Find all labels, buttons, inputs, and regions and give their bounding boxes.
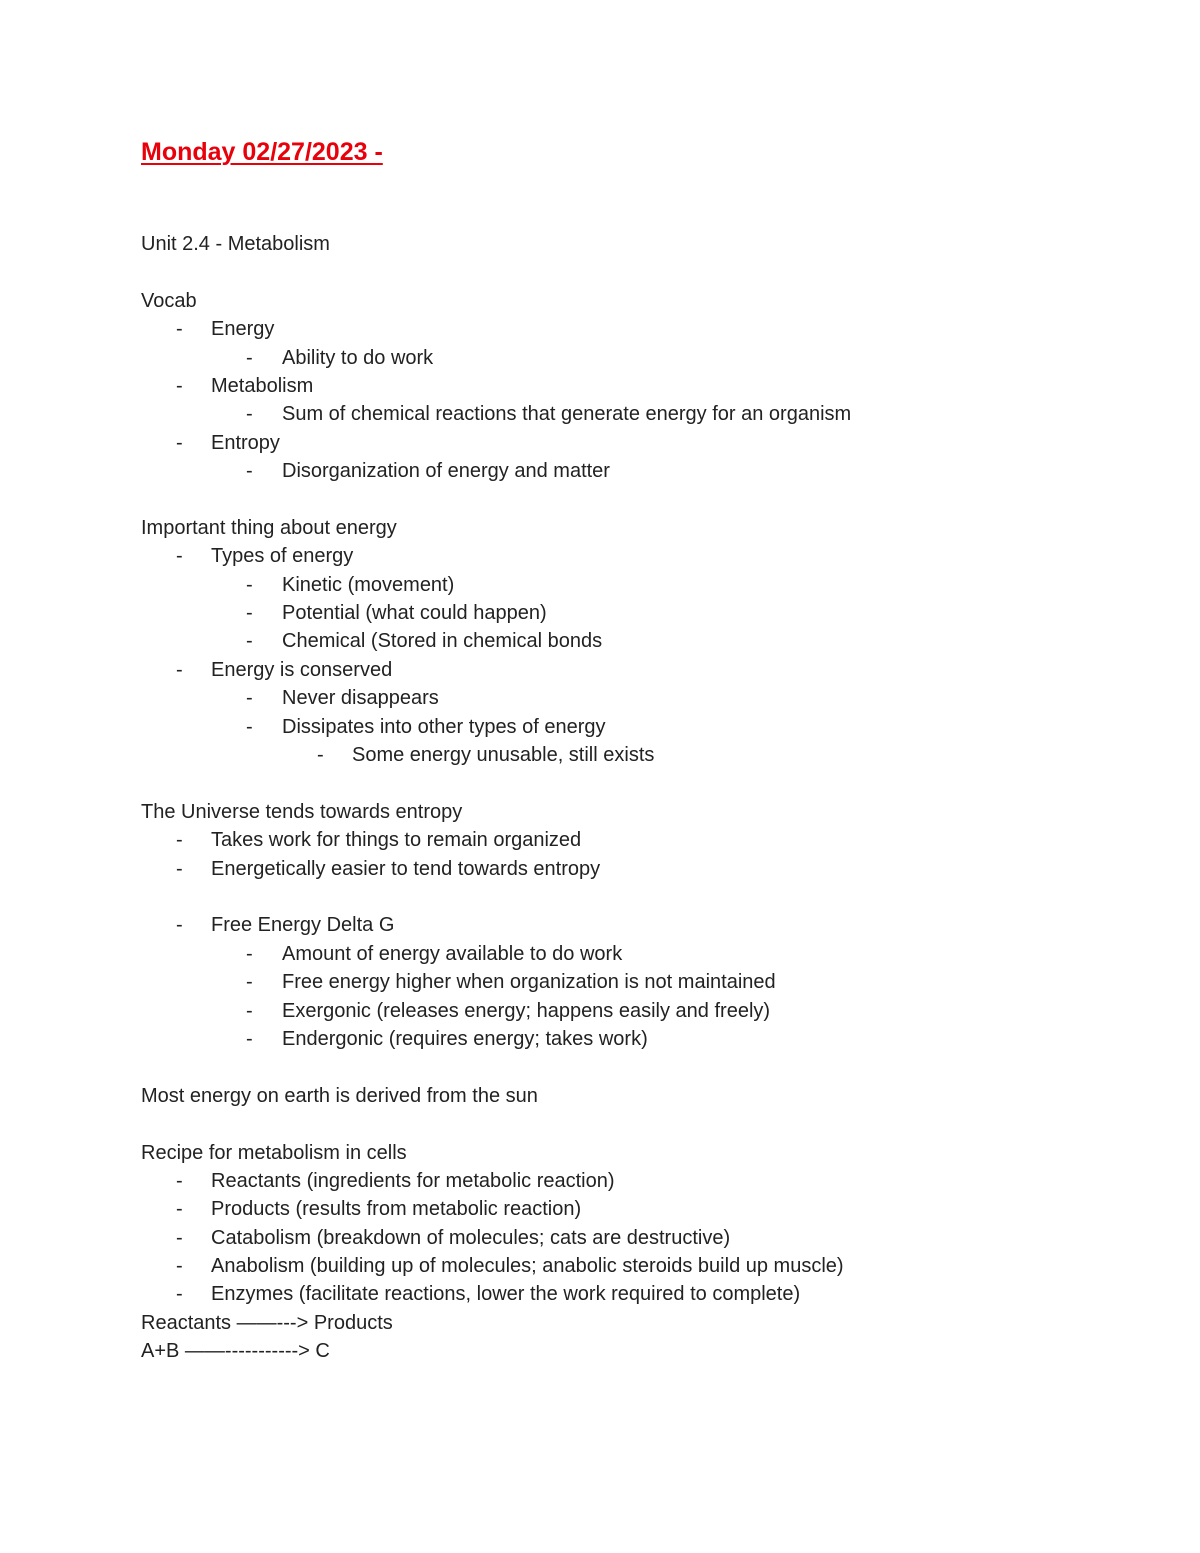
- spacer: [141, 1110, 851, 1138]
- list-item: [141, 457, 851, 485]
- bullet-dash: -: [246, 403, 253, 426]
- bullet-dash: -: [176, 318, 183, 341]
- item-text: Kinetic (movement): [282, 573, 455, 596]
- item-text: Products (results from metabolic reaction): [211, 1198, 582, 1221]
- list-item: [141, 372, 851, 400]
- bullet-dash: -: [246, 1027, 253, 1050]
- spacer: [141, 769, 851, 797]
- universe-heading: The Universe tends towards entropy: [141, 800, 463, 823]
- recipe-heading: Recipe for metabolism in cells: [141, 1141, 407, 1164]
- bullet-dash: -: [176, 1169, 183, 1192]
- bullet-dash: -: [176, 431, 183, 454]
- bullet-dash: -: [246, 715, 253, 738]
- notes-body: [141, 230, 851, 1366]
- list-item: [141, 684, 851, 712]
- bullet-dash: -: [176, 914, 183, 937]
- important-heading: Important thing about energy: [141, 516, 397, 539]
- item-text: Some energy unusable, still exists: [352, 744, 655, 767]
- bullet-dash: -: [246, 346, 253, 369]
- item-text: Chemical (Stored in chemical bonds: [282, 630, 603, 653]
- list-item: [141, 1252, 851, 1280]
- list-item: [141, 1025, 851, 1053]
- list-item: [141, 656, 851, 684]
- item-text: Endergonic (requires energy; takes work): [282, 1027, 648, 1050]
- bullet-dash: -: [176, 374, 183, 397]
- list-item: [141, 542, 851, 570]
- bullet-dash: -: [246, 687, 253, 710]
- item-text: Potential (what could happen): [282, 602, 547, 625]
- item-text: Enzymes (facilitate reactions, lower the work required to complete): [211, 1283, 801, 1306]
- item-text: Types of energy: [211, 545, 354, 568]
- item-text: Entropy: [211, 431, 280, 454]
- spacer: [141, 1053, 851, 1081]
- list-item: [141, 1195, 851, 1223]
- bullet-dash: -: [176, 857, 183, 880]
- bullet-dash: -: [246, 999, 253, 1022]
- list-item: [141, 855, 851, 883]
- bullet-dash: -: [176, 1226, 183, 1249]
- list-item: [141, 1167, 851, 1195]
- item-text: Energy is conserved: [211, 658, 393, 681]
- bullet-dash: -: [176, 658, 183, 681]
- unit-heading: Unit 2.4 - Metabolism: [141, 233, 330, 255]
- list-item: [141, 599, 851, 627]
- spacer: [141, 258, 851, 286]
- item-text: Disorganization of energy and matter: [282, 460, 610, 483]
- item-text: Anabolism (building up of molecules; anabolic steroids build up muscle): [211, 1255, 844, 1278]
- equation-ab-c: A+B ——-----------> C: [141, 1340, 330, 1363]
- item-text: Takes work for things to remain organized: [211, 829, 582, 852]
- vocab-heading: Vocab: [141, 289, 197, 312]
- list-item: [141, 344, 851, 372]
- list-item: [141, 1224, 851, 1252]
- page-title: Monday 02/27/2023 -: [141, 138, 383, 166]
- item-text: Reactants (ingredients for metabolic reaction): [211, 1169, 615, 1192]
- list-item: [141, 968, 851, 996]
- bullet-dash: -: [246, 573, 253, 596]
- bullet-dash: -: [176, 1198, 183, 1221]
- list-item: [141, 997, 851, 1025]
- list-item: [141, 429, 851, 457]
- item-text: Exergonic (releases energy; happens easily and freely): [282, 999, 771, 1022]
- spacer: [141, 883, 851, 911]
- item-text: Free energy higher when organization is not maintained: [282, 971, 776, 994]
- item-text: Catabolism (breakdown of molecules; cats are destructive): [211, 1226, 731, 1249]
- sun-statement: Most energy on earth is derived from the sun: [141, 1084, 538, 1107]
- item-text: Never disappears: [282, 687, 439, 710]
- list-item: [141, 627, 851, 655]
- list-item: [141, 315, 851, 343]
- list-item: [141, 571, 851, 599]
- item-text: Ability to do work: [282, 346, 434, 369]
- list-item: [141, 400, 851, 428]
- list-item: [141, 911, 851, 939]
- list-item: [141, 940, 851, 968]
- bullet-dash: -: [246, 630, 253, 653]
- spacer: [141, 486, 851, 514]
- item-text: Dissipates into other types of energy: [282, 715, 606, 738]
- item-text: Amount of energy available to do work: [282, 942, 623, 965]
- bullet-dash: -: [176, 829, 183, 852]
- item-text: Energetically easier to tend towards entropy: [211, 857, 601, 880]
- list-item: [141, 713, 851, 741]
- bullet-dash: -: [176, 545, 183, 568]
- list-item: [141, 741, 851, 769]
- bullet-dash: -: [246, 942, 253, 965]
- bullet-dash: -: [317, 744, 324, 767]
- bullet-dash: -: [246, 602, 253, 625]
- bullet-dash: -: [246, 460, 253, 483]
- bullet-dash: -: [176, 1255, 183, 1278]
- list-item: [141, 826, 851, 854]
- item-text: Free Energy Delta G: [211, 914, 395, 937]
- item-text: Metabolism: [211, 374, 314, 397]
- item-text: Sum of chemical reactions that generate energy for an organism: [282, 403, 852, 426]
- item-text: Energy: [211, 318, 275, 341]
- bullet-dash: -: [176, 1283, 183, 1306]
- bullet-dash: -: [246, 971, 253, 994]
- equation-reactants-products: Reactants ——---> Products: [141, 1311, 393, 1334]
- list-item: [141, 1280, 851, 1308]
